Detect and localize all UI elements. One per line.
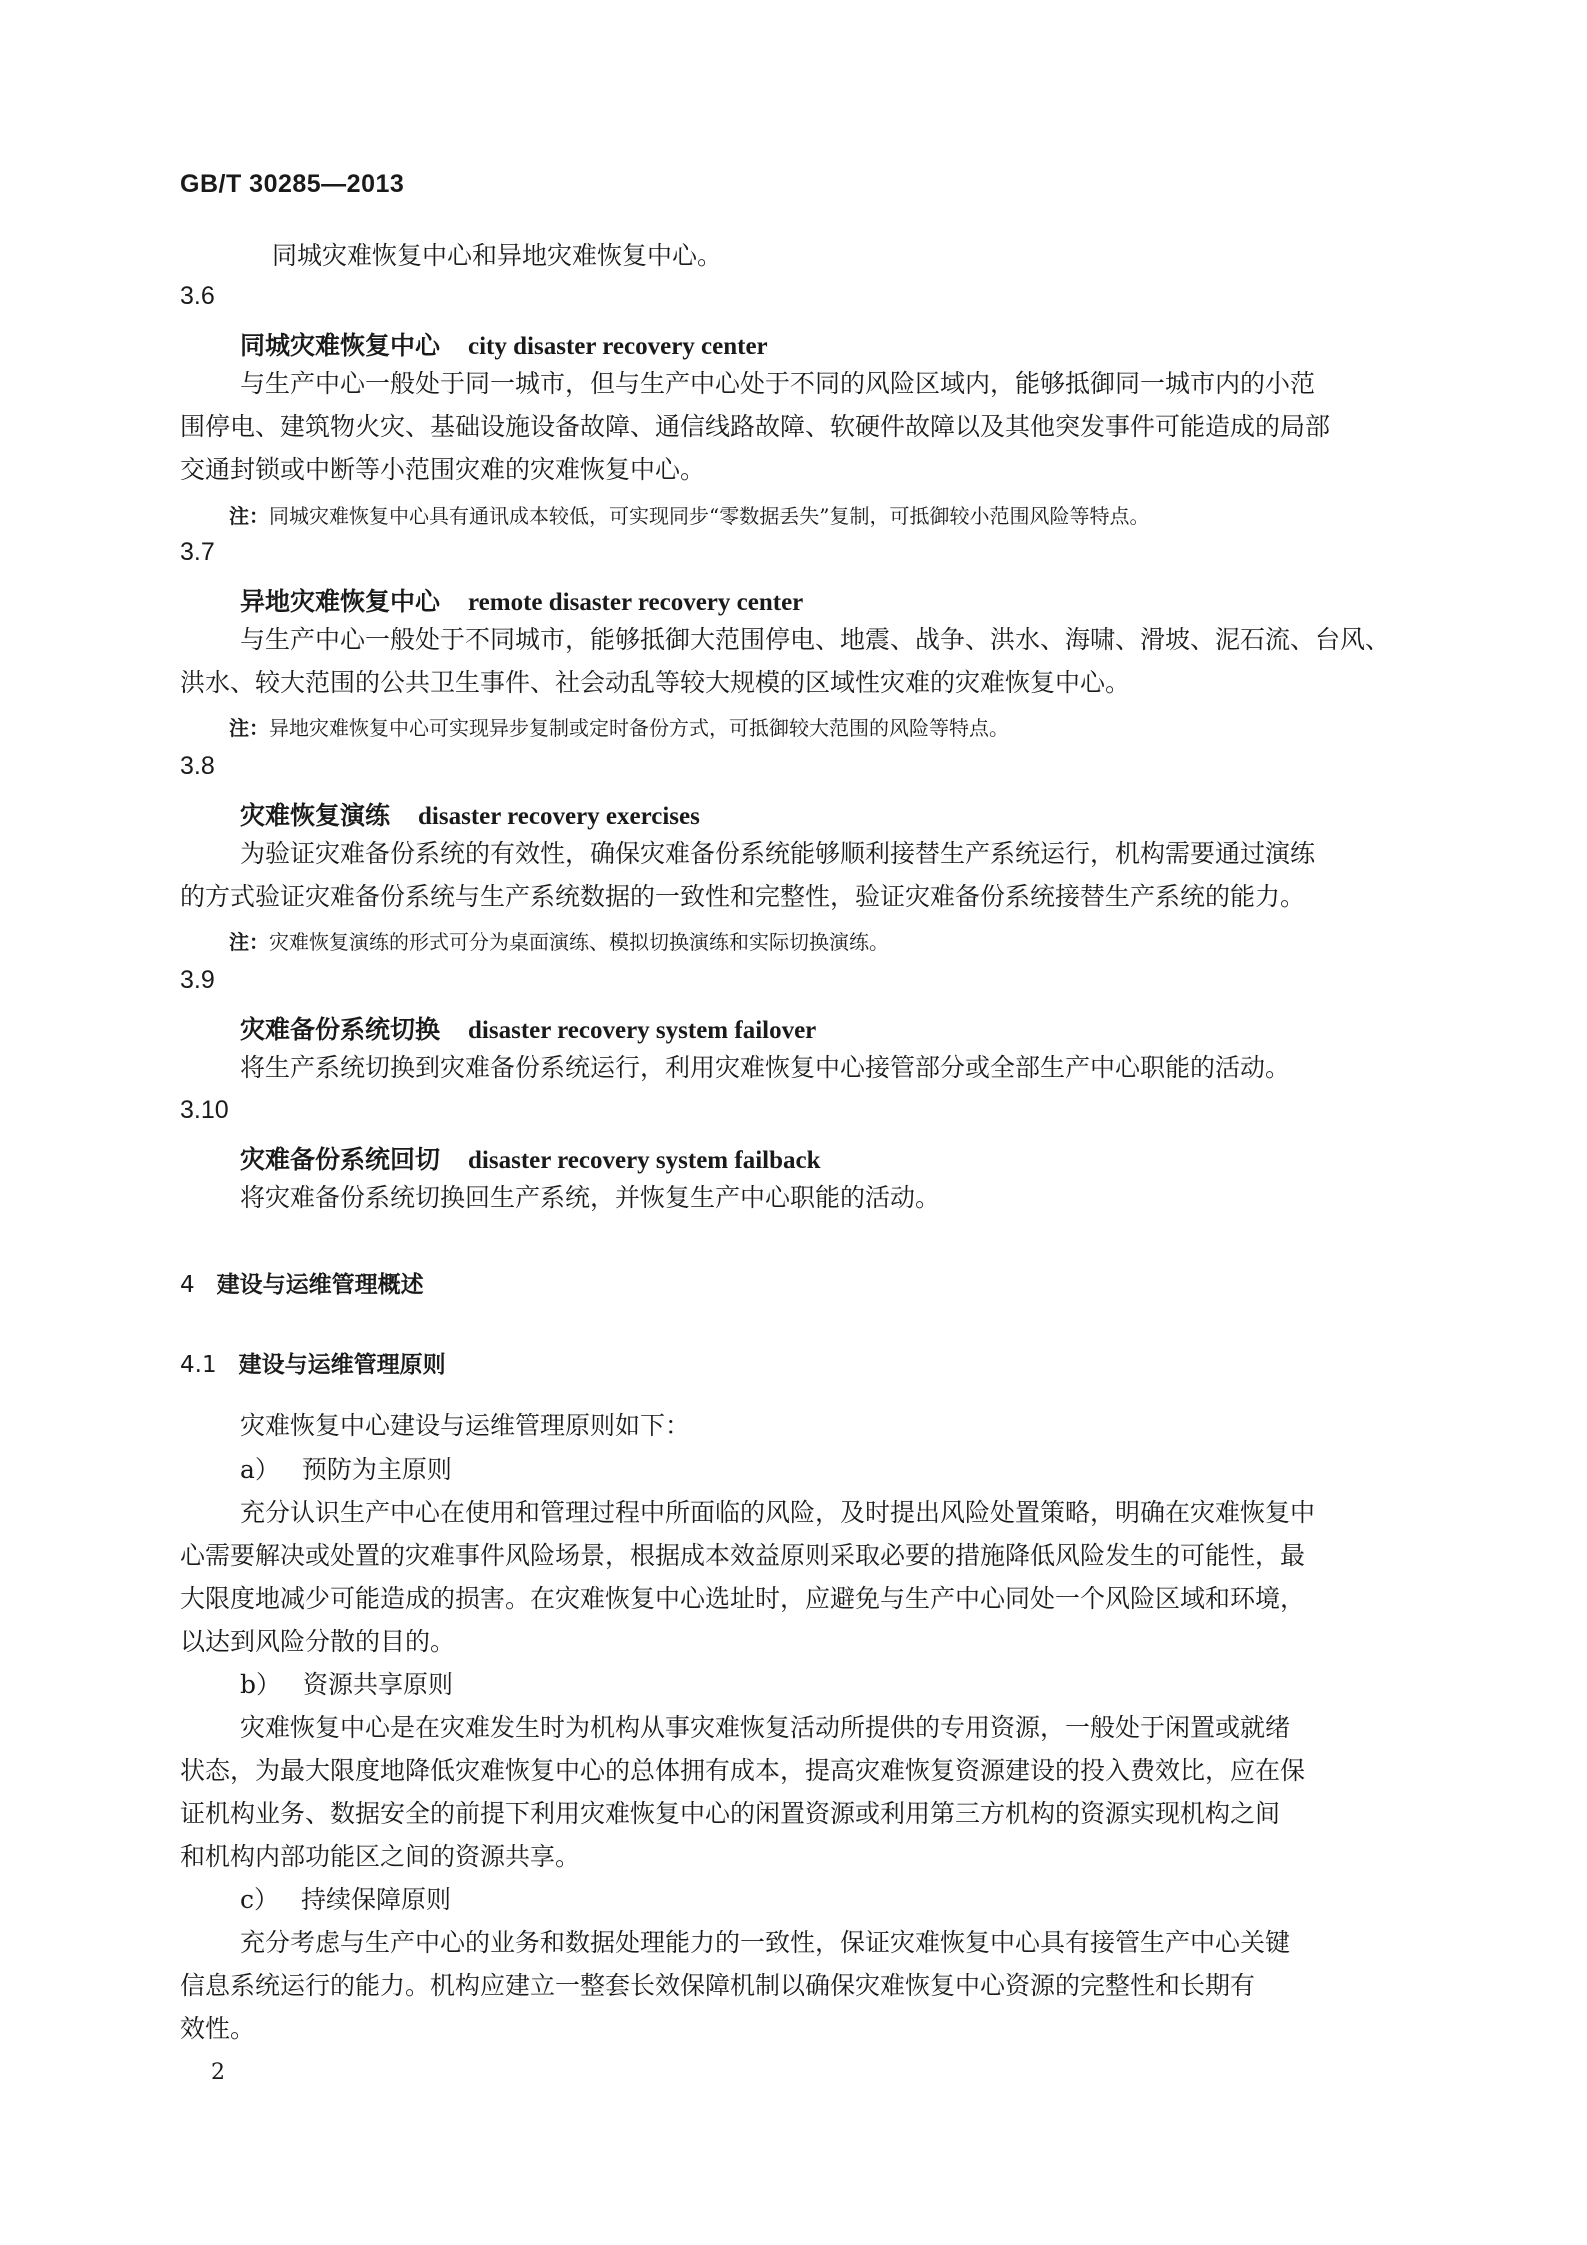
standard-number-header: GB/T 30285—2013 bbox=[180, 170, 405, 198]
definition-line: 与生产中心一般处于同一城市，但与生产中心处于不同的风险区域内，能够抵御同一城市内的小范 bbox=[240, 369, 1316, 398]
note bbox=[229, 500, 1149, 529]
section-title: 建设与运维管理概述 bbox=[216, 1272, 424, 1298]
paragraph-line: 灾难恢复中心是在灾难发生时为机构从事灾难恢复活动所提供的专用资源，一般处于闲置或就绪 bbox=[240, 1713, 1291, 1742]
term-heading bbox=[240, 1010, 816, 1046]
definition-line: 与生产中心一般处于不同城市，能够抵御大范围停电、地震、战争、洪水、海啸、滑坡、泥石流、台风、 bbox=[240, 625, 1391, 654]
lead-paragraph: 灾难恢复中心建设与运维管理原则如下： bbox=[240, 1411, 691, 1440]
definition-line: 交通封锁或中断等小范围灾难的灾难恢复中心。 bbox=[180, 455, 706, 484]
paragraph-line: 充分考虑与生产中心的业务和数据处理能力的一致性，保证灾难恢复中心具有接管生产中心关键 bbox=[240, 1928, 1291, 1957]
term-zh: 灾难恢复演练 bbox=[240, 801, 391, 830]
paragraph-line: 和机构内部功能区之间的资源共享。 bbox=[180, 1842, 581, 1871]
paragraph-line: 大限度地减少可能造成的损害。在灾难恢复中心选址时，应避免与生产中心同处一个风险区域和环境， bbox=[180, 1584, 1306, 1613]
clause-number: 3.10 bbox=[180, 1096, 229, 1124]
term-heading bbox=[240, 326, 768, 362]
list-item-heading bbox=[240, 1884, 451, 1916]
definition-line: 为验证灾难备份系统的有效性，确保灾难备份系统能够顺利接替生产系统运行，机构需要通过演练 bbox=[240, 839, 1316, 868]
definition-line: 围停电、建筑物火灾、基础设施设备故障、通信线路故障、软硬件故障以及其他突发事件可能造成的局部 bbox=[180, 412, 1331, 441]
list-item-label: b） bbox=[240, 1670, 282, 1699]
clause-number: 3.6 bbox=[180, 282, 215, 310]
term-heading bbox=[240, 582, 803, 618]
term-en: remote disaster recovery center bbox=[468, 589, 804, 616]
term-heading bbox=[240, 796, 700, 832]
term-en: city disaster recovery center bbox=[468, 333, 768, 360]
definition-line: 将灾难备份系统切换回生产系统，并恢复生产中心职能的活动。 bbox=[240, 1183, 941, 1212]
term-en: disaster recovery system failback bbox=[468, 1147, 821, 1174]
clause-number: 3.7 bbox=[180, 538, 215, 566]
paragraph-line: 效性。 bbox=[180, 2014, 256, 2043]
term-en: disaster recovery system failover bbox=[468, 1017, 817, 1044]
clause-number: 3.8 bbox=[180, 752, 215, 780]
paragraph-line: 信息系统运行的能力。机构应建立一整套长效保障机制以确保灾难恢复中心资源的完整性和长期有 bbox=[180, 1971, 1256, 2000]
definition-line: 的方式验证灾难备份系统与生产系统数据的一致性和完整性，验证灾难备份系统接替生产系统的能力。 bbox=[180, 882, 1306, 911]
list-item-title: 持续保障原则 bbox=[301, 1885, 452, 1914]
list-item-label: a） bbox=[240, 1455, 280, 1484]
intro-tail-text: 同城灾难恢复中心和异地灾难恢复中心。 bbox=[272, 241, 723, 270]
note-text: 灾难恢复演练的形式可分为桌面演练、模拟切换演练和实际切换演练。 bbox=[269, 930, 889, 954]
section-number: 4 bbox=[180, 1272, 195, 1298]
paragraph-line: 以达到风险分散的目的。 bbox=[180, 1627, 456, 1656]
term-zh: 灾难备份系统回切 bbox=[240, 1145, 441, 1174]
definition-line: 洪水、较大范围的公共卫生事件、社会动乱等较大规模的区域性灾难的灾难恢复中心。 bbox=[180, 668, 1131, 697]
list-item-title: 资源共享原则 bbox=[303, 1670, 454, 1699]
term-zh: 异地灾难恢复中心 bbox=[240, 587, 441, 616]
term-heading bbox=[240, 1140, 821, 1176]
definition-line: 将生产系统切换到灾难备份系统运行，利用灾难恢复中心接管部分或全部生产中心职能的活动。 bbox=[240, 1053, 1291, 1082]
note bbox=[229, 712, 1009, 741]
note-label: 注： bbox=[229, 716, 269, 740]
term-en: disaster recovery exercises bbox=[418, 803, 700, 830]
paragraph-line: 状态，为最大限度地降低灾难恢复中心的总体拥有成本，提高灾难恢复资源建设的投入费效比，应在保 bbox=[180, 1756, 1306, 1785]
subsection-title: 建设与运维管理原则 bbox=[238, 1352, 446, 1378]
term-zh: 同城灾难恢复中心 bbox=[240, 331, 441, 360]
note-text: 异地灾难恢复中心可实现异步复制或定时备份方式，可抵御较大范围的风险等特点。 bbox=[269, 716, 1009, 740]
paragraph-line: 心需要解决或处置的灾难事件风险场景，根据成本效益原则采取必要的措施降低风险发生的可能性，最 bbox=[180, 1541, 1306, 1570]
paragraph-line: 证机构业务、数据安全的前提下利用灾难恢复中心的闲置资源或利用第三方机构的资源实现机构之间 bbox=[180, 1799, 1281, 1828]
subsection-heading bbox=[180, 1346, 446, 1379]
term-zh: 灾难备份系统切换 bbox=[240, 1015, 441, 1044]
paragraph-line: 充分认识生产中心在使用和管理过程中所面临的风险，及时提出风险处置策略，明确在灾难恢复中 bbox=[240, 1498, 1316, 1527]
note-label: 注： bbox=[229, 930, 269, 954]
section-heading bbox=[180, 1266, 424, 1299]
list-item-heading bbox=[240, 1669, 453, 1701]
clause-number: 3.9 bbox=[180, 966, 215, 994]
page-number: 2 bbox=[211, 2060, 225, 2085]
list-item-heading bbox=[240, 1454, 452, 1486]
note-text: 同城灾难恢复中心具有通讯成本较低，可实现同步“零数据丢失”复制，可抵御较小范围风险等特点。 bbox=[269, 504, 1150, 528]
subsection-number: 4.1 bbox=[180, 1352, 217, 1378]
list-item-title: 预防为主原则 bbox=[301, 1455, 452, 1484]
note-label: 注： bbox=[229, 504, 269, 528]
note bbox=[229, 926, 889, 955]
list-item-label: c） bbox=[240, 1885, 280, 1914]
